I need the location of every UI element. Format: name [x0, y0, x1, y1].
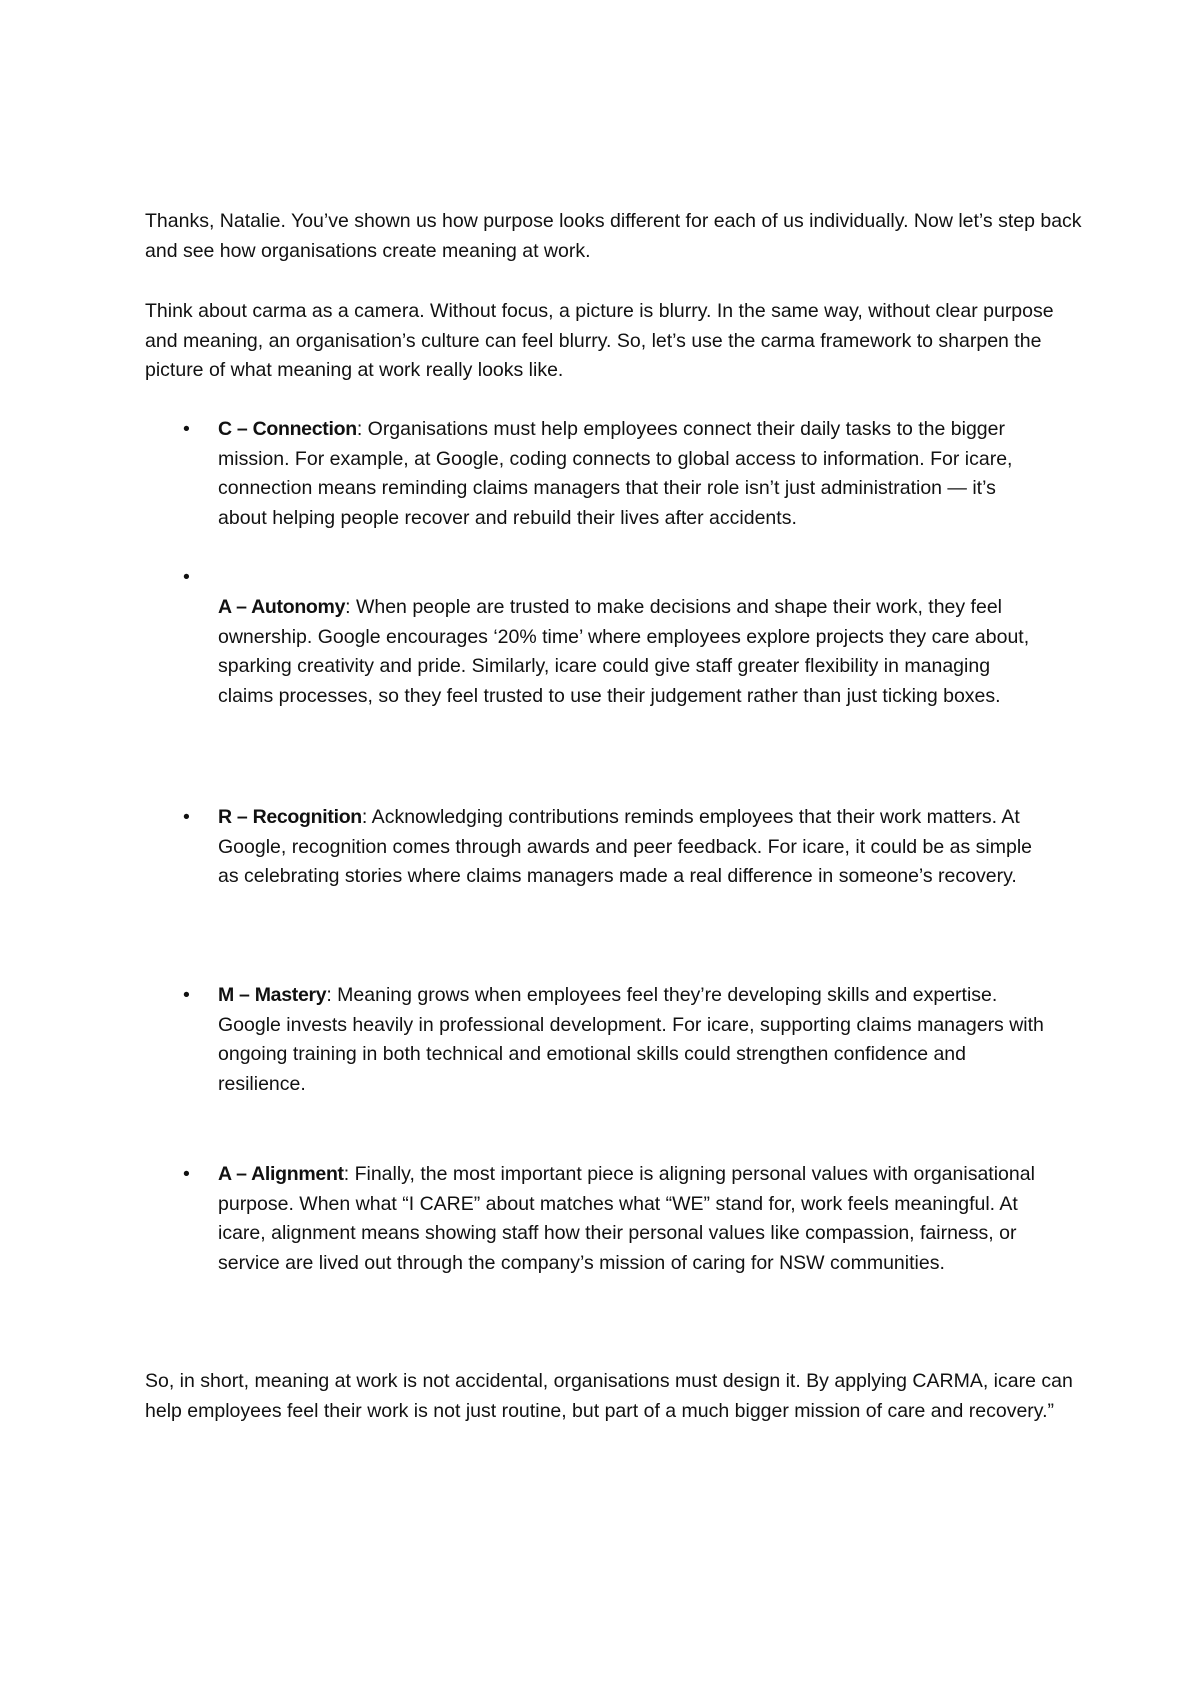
- bullet-connection: [218, 415, 1048, 533]
- bullet-icon: •: [183, 418, 190, 440]
- bullet-icon: •: [183, 984, 190, 1006]
- camera-paragraph: Think about carma as a camera. Without focus, a picture is blurry. In the same way, without clear purpose and meaning, an organisation’s culture can feel blurry. So, let’s use the carma framework to sharpen the picture of what meaning at work really looks like.: [145, 300, 1054, 381]
- bullet-recognition: [218, 803, 1048, 892]
- bullet-mastery: [218, 981, 1048, 1099]
- bullet-label: A – Autonomy: [218, 596, 346, 618]
- intro-paragraph: Thanks, Natalie. You’ve shown us how purpose looks different for each of us individually. Now let’s step back and see how organisations create meaning at work.: [145, 210, 1082, 262]
- bullet-text: : Finally, the most important piece is aligning personal values with organisational purpose. When what “I CARE” about matches what “WE” stand for, work feels meaningful. At icare, alignment means showing staff how their personal values like compassion, fairness, or service are lived out through the company’s mission of caring for NSW communities.: [218, 1163, 1035, 1274]
- conclusion-paragraph: So, in short, meaning at work is not accidental, organisations must design it. By applying CARMA, icare can help employees feel their work is not just routine, but part of a much bigger mission of care and recovery.”: [145, 1370, 1073, 1422]
- bullet-icon: •: [183, 1163, 190, 1185]
- bullet-label: M – Mastery: [218, 984, 327, 1006]
- bullet-text: : Acknowledging contributions reminds employees that their work matters. At Google, recognition comes through awards and peer feedback. For icare, it could be as simple as celebrating stories where claims managers made a real difference in someone’s recovery.: [218, 806, 1033, 887]
- bullet-text: : Organisations must help employees connect their daily tasks to the bigger mission. For example, at Google, coding connects to global access to information. For icare, connection means reminding claims managers that their role isn’t just administration — it’s about helping people recover and rebuild their lives after accidents.: [218, 418, 1013, 529]
- bullet-alignment: [218, 1160, 1048, 1278]
- bullet-icon: •: [183, 566, 190, 588]
- bullet-text: : Meaning grows when employees feel they’re developing skills and expertise. Google invests heavily in professional development. For icare, supporting claims managers with ongoing training in both technical and emotional skills could strengthen confidence and resilience.: [218, 984, 1044, 1095]
- bullet-label: R – Recognition: [218, 806, 362, 828]
- bullet-text: : When people are trusted to make decisions and shape their work, they feel ownership. Google encourages ‘20% time’ where employees explore projects they care about, sparking creativity and pride. Similarly, icare could give staff greater flexibility in managing claims processes, so they feel trusted to use their judgement rather than just ticking boxes.: [218, 596, 1030, 707]
- bullet-label: C – Connection: [218, 418, 357, 440]
- bullet-autonomy: [218, 593, 1048, 711]
- bullet-icon: •: [183, 806, 190, 828]
- bullet-label: A – Alignment: [218, 1163, 344, 1185]
